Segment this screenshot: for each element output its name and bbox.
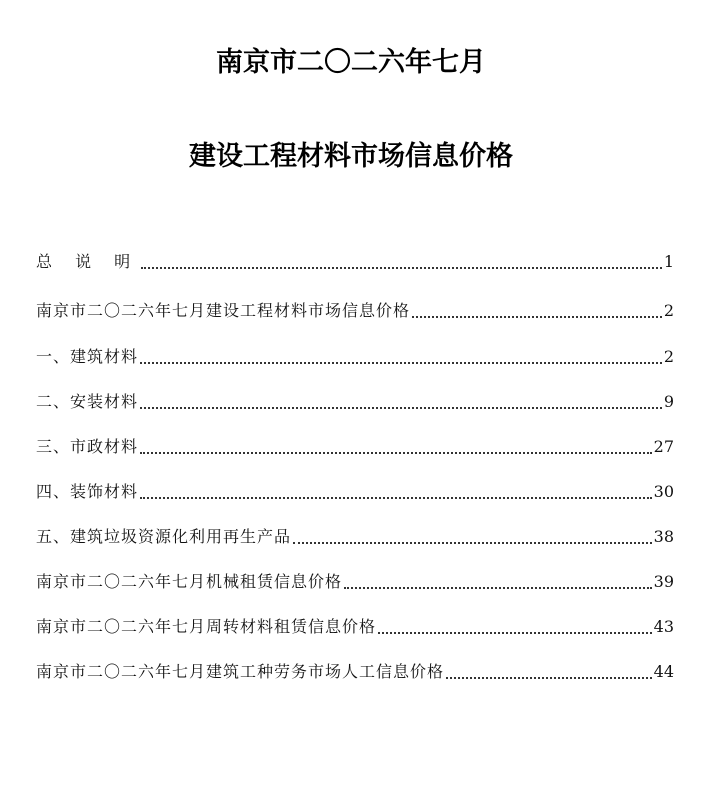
toc-entry-recycled-products[interactable] — [36, 524, 674, 550]
toc-entry-page: 9 — [663, 392, 674, 411]
toc-leader-dots — [141, 249, 662, 275]
toc-entry-label: 南京市二〇二六年七月机械租赁信息价格 — [36, 572, 343, 591]
toc-leader-dots — [378, 614, 652, 640]
toc-entry-label: 总 说 明 — [36, 252, 140, 271]
toc-leader-dots — [412, 298, 662, 324]
toc-leader-dots — [140, 344, 662, 370]
toc-entry-page: 1 — [663, 252, 674, 271]
toc-entry-municipal-materials[interactable] — [36, 434, 674, 460]
toc-entry-page: 27 — [653, 437, 674, 456]
toc-entry-labor-prices[interactable] — [36, 659, 674, 685]
document-title-line2: 建设工程材料市场信息价格 — [189, 141, 513, 172]
toc-entry-general-notes[interactable] — [36, 249, 674, 275]
toc-entry-page: 38 — [653, 527, 674, 546]
toc-leader-dots — [140, 479, 652, 505]
toc-entry-page: 39 — [653, 572, 674, 591]
toc-entry-page: 44 — [653, 662, 674, 681]
toc-entry-label: 一、建筑材料 — [36, 347, 139, 366]
toc-entry-turnover-materials-rental[interactable] — [36, 614, 674, 640]
toc-entry-machinery-rental[interactable] — [36, 569, 674, 595]
toc-entry-label: 二、安装材料 — [36, 392, 139, 411]
toc-entry-label: 三、市政材料 — [36, 437, 139, 456]
toc-leader-dots — [140, 434, 652, 460]
toc-entry-decoration-materials[interactable] — [36, 479, 674, 505]
toc-entry-label: 南京市二〇二六年七月周转材料租赁信息价格 — [36, 617, 377, 636]
toc-entry-label: 四、装饰材料 — [36, 482, 139, 501]
toc-leader-dots — [446, 659, 652, 685]
toc-entry-page: 30 — [653, 482, 674, 501]
toc-entry-page: 2 — [663, 347, 674, 366]
toc-entry-building-materials[interactable] — [36, 344, 674, 370]
toc-leader-dots — [293, 524, 652, 550]
toc-leader-dots — [344, 569, 652, 595]
toc-entry-material-prices[interactable] — [36, 298, 674, 324]
toc-entry-label: 南京市二〇二六年七月建筑工种劳务市场人工信息价格 — [36, 662, 445, 681]
toc-entry-label: 南京市二〇二六年七月建设工程材料市场信息价格 — [36, 301, 411, 320]
toc-entry-installation-materials[interactable] — [36, 389, 674, 415]
toc-entry-page: 2 — [663, 301, 674, 320]
toc-entry-label: 五、建筑垃圾资源化利用再生产品 — [36, 527, 292, 546]
toc-entry-page: 43 — [653, 617, 674, 636]
toc-leader-dots — [140, 389, 662, 415]
document-title-line1: 南京市二〇二六年七月 — [216, 47, 486, 78]
